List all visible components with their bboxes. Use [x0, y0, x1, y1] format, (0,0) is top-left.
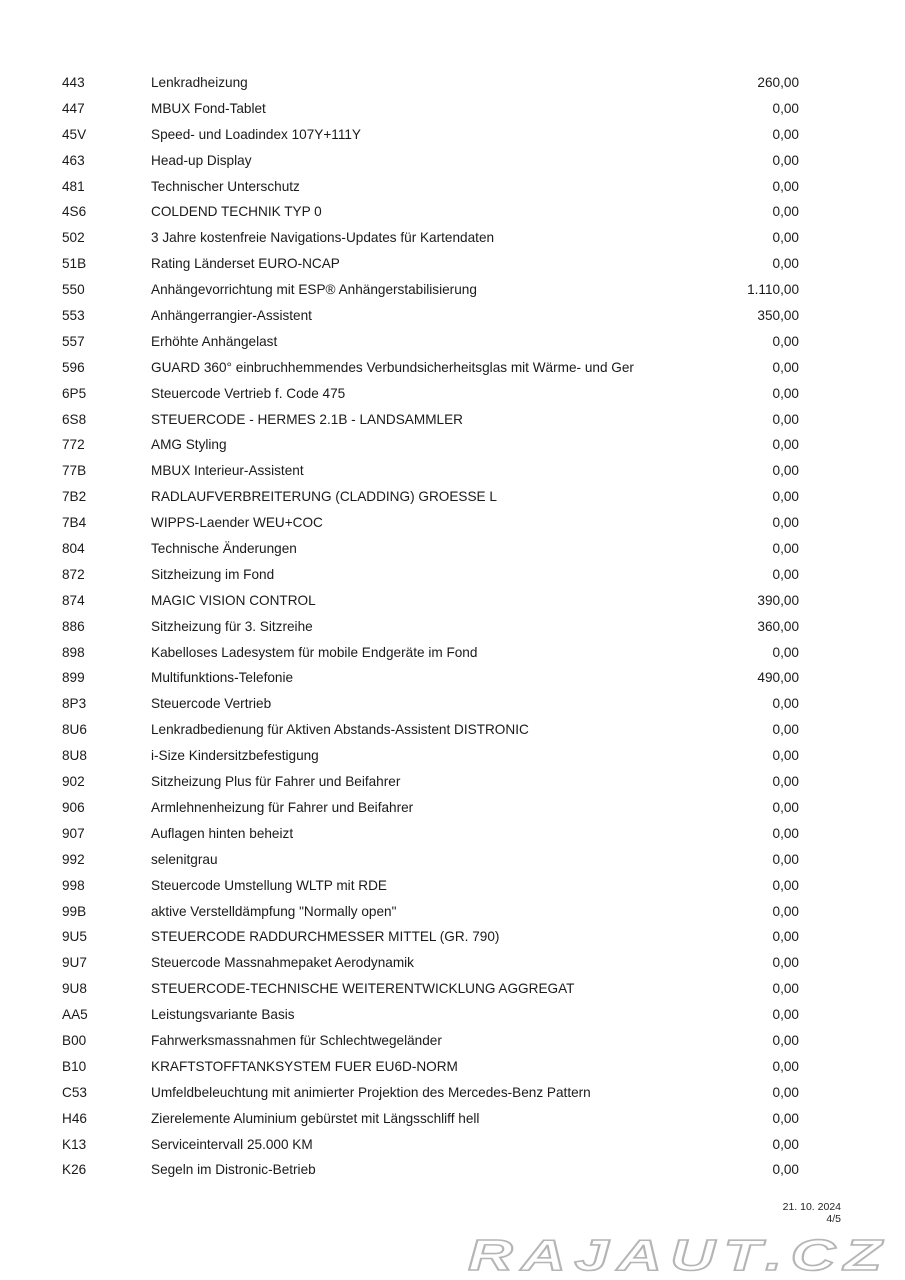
- option-description: Sitzheizung für 3. Sitzreihe: [151, 618, 313, 634]
- option-code: 992: [62, 851, 85, 867]
- watermark-logo: [464, 1232, 894, 1276]
- option-description: Rating Länderset EURO-NCAP: [151, 256, 340, 272]
- option-code: 886: [62, 618, 85, 634]
- option-price: 260,00: [757, 75, 799, 90]
- option-code: 872: [62, 566, 85, 582]
- option-description: Umfeldbeleuchtung mit animierter Projektion des Mercedes-Benz Pattern: [151, 1084, 591, 1100]
- option-description: aktive Verstelldämpfung "Normally open": [151, 903, 397, 919]
- option-code: 874: [62, 592, 85, 608]
- option-price: 390,00: [757, 592, 799, 608]
- option-description: Auflagen hinten beheizt: [151, 825, 294, 841]
- table-row: [0, 743, 905, 769]
- option-code: 8U8: [62, 748, 87, 764]
- option-code: 9U7: [62, 955, 87, 971]
- option-code: 447: [62, 100, 85, 116]
- option-description: i-Size Kindersitzbefestigung: [151, 748, 319, 764]
- table-row: [0, 1080, 905, 1106]
- table-row: [0, 769, 905, 795]
- table-row: [0, 640, 905, 666]
- option-price: 0,00: [772, 100, 799, 116]
- option-description: Leistungsvariante Basis: [151, 1007, 295, 1023]
- table-row: [0, 303, 905, 329]
- option-code: 443: [62, 75, 85, 90]
- table-row: [0, 381, 905, 407]
- option-description: MBUX Interieur-Assistent: [151, 463, 304, 479]
- options-table: [0, 70, 905, 1183]
- table-row: [0, 355, 905, 381]
- option-price: 0,00: [772, 1084, 799, 1100]
- option-price: 0,00: [772, 256, 799, 272]
- option-price: 0,00: [772, 774, 799, 790]
- option-description: Steuercode Massnahmepaket Aerodynamik: [151, 955, 414, 971]
- option-code: 553: [62, 308, 85, 324]
- table-row: [0, 614, 905, 640]
- option-code: 906: [62, 799, 85, 815]
- option-code: H46: [62, 1110, 87, 1126]
- option-description: RADLAUFVERBREITERUNG (CLADDING) GROESSE L: [151, 489, 497, 505]
- option-price: 0,00: [772, 515, 799, 531]
- option-code: 77B: [62, 463, 87, 479]
- option-description: 3 Jahre kostenfreie Navigations-Updates für Kartendaten: [151, 230, 495, 246]
- option-price: 0,00: [772, 178, 799, 194]
- option-description: Fahrwerksmassnahmen für Schlechtwegeländer: [151, 1032, 442, 1048]
- table-row: [0, 950, 905, 976]
- option-code: 772: [62, 437, 85, 453]
- option-price: 0,00: [772, 903, 799, 919]
- option-description: Segeln im Distronic-Betrieb: [151, 1162, 316, 1178]
- option-code: K13: [62, 1136, 87, 1152]
- option-description: Erhöhte Anhängelast: [151, 333, 278, 349]
- option-price: 0,00: [772, 1032, 799, 1048]
- option-description: Steuercode Vertrieb: [151, 696, 272, 712]
- option-description: Technischer Unterschutz: [151, 178, 300, 194]
- option-description: Lenkradheizung: [151, 75, 248, 90]
- option-code: 45V: [62, 126, 87, 142]
- option-price: 0,00: [772, 696, 799, 712]
- option-description: Zierelemente Aluminium gebürstet mit Längsschliff hell: [151, 1110, 480, 1126]
- option-price: 0,00: [772, 126, 799, 142]
- option-price: 0,00: [772, 799, 799, 815]
- watermark-text: RAJAUT.CZ: [468, 1232, 890, 1276]
- option-code: 8P3: [62, 696, 87, 712]
- option-price: 0,00: [772, 230, 799, 246]
- option-price: 0,00: [772, 463, 799, 479]
- option-code: 902: [62, 774, 85, 790]
- option-description: Multifunktions-Telefonie: [151, 670, 294, 686]
- option-price: 1.110,00: [747, 282, 799, 298]
- option-price: 0,00: [772, 825, 799, 841]
- option-description: Kabelloses Ladesystem für mobile Endgeräte im Fond: [151, 644, 478, 660]
- option-code: 6S8: [62, 411, 87, 427]
- table-row: [0, 432, 905, 458]
- table-row: [0, 277, 905, 303]
- table-row: [0, 70, 905, 96]
- option-price: 0,00: [772, 955, 799, 971]
- option-price: 350,00: [757, 308, 799, 324]
- option-code: 7B2: [62, 489, 87, 505]
- table-row: [0, 924, 905, 950]
- table-row: [0, 847, 905, 873]
- option-code: 7B4: [62, 515, 87, 531]
- option-code: 99B: [62, 903, 87, 919]
- option-code: 9U8: [62, 981, 87, 997]
- table-row: [0, 510, 905, 536]
- table-row: [0, 225, 905, 251]
- option-price: 0,00: [772, 566, 799, 582]
- option-description: Anhängerrangier-Assistent: [151, 308, 312, 324]
- option-description: AMG Styling: [151, 437, 227, 453]
- option-code: 998: [62, 877, 85, 893]
- option-price: 0,00: [772, 1162, 799, 1178]
- table-row: [0, 1157, 905, 1183]
- table-row: [0, 407, 905, 433]
- table-row: [0, 199, 905, 225]
- option-description: Speed- und Loadindex 107Y+111Y: [151, 126, 361, 142]
- option-price: 0,00: [772, 748, 799, 764]
- option-price: 0,00: [772, 1007, 799, 1023]
- option-code: 804: [62, 541, 85, 557]
- option-description: STEUERCODE-TECHNISCHE WEITERENTWICKLUNG AGGREGAT: [151, 981, 575, 997]
- option-code: 907: [62, 825, 85, 841]
- table-row: [0, 976, 905, 1002]
- option-description: STEUERCODE RADDURCHMESSER MITTEL (GR. 790): [151, 929, 500, 945]
- option-description: MAGIC VISION CONTROL: [151, 592, 316, 608]
- option-code: 6P5: [62, 385, 87, 401]
- option-price: 0,00: [772, 644, 799, 660]
- option-description: WIPPS-Laender WEU+COC: [151, 515, 323, 531]
- option-price: 0,00: [772, 359, 799, 375]
- option-description: MBUX Fond-Tablet: [151, 100, 266, 116]
- option-code: B00: [62, 1032, 87, 1048]
- option-price: 0,00: [772, 981, 799, 997]
- option-price: 0,00: [772, 385, 799, 401]
- table-row: [0, 1002, 905, 1028]
- option-description: KRAFTSTOFFTANKSYSTEM FUER EU6D-NORM: [151, 1058, 458, 1074]
- table-row: [0, 717, 905, 743]
- table-row: [0, 1028, 905, 1054]
- option-price: 0,00: [772, 437, 799, 453]
- table-row: [0, 1132, 905, 1158]
- option-description: selenitgrau: [151, 851, 218, 867]
- option-code: 550: [62, 282, 85, 298]
- option-code: 502: [62, 230, 85, 246]
- option-code: 51B: [62, 256, 87, 272]
- option-description: Head-up Display: [151, 152, 252, 168]
- option-price: 0,00: [772, 489, 799, 505]
- option-code: 899: [62, 670, 85, 686]
- option-code: 596: [62, 359, 85, 375]
- option-description: Technische Änderungen: [151, 541, 297, 557]
- option-description: Anhängevorrichtung mit ESP® Anhängerstabilisierung: [151, 282, 477, 298]
- table-row: [0, 821, 905, 847]
- option-price: 0,00: [772, 722, 799, 738]
- option-description: Armlehnenheizung für Fahrer und Beifahrer: [151, 799, 414, 815]
- option-description: COLDEND TECHNIK TYP 0: [151, 204, 322, 220]
- table-row: [0, 96, 905, 122]
- table-row: [0, 691, 905, 717]
- option-price: 0,00: [772, 204, 799, 220]
- option-description: Lenkradbedienung für Aktiven Abstands-Assistent DISTRONIC: [151, 722, 529, 738]
- table-row: [0, 1054, 905, 1080]
- option-description: Sitzheizung Plus für Fahrer und Beifahrer: [151, 774, 401, 790]
- table-row: [0, 665, 905, 691]
- table-row: [0, 873, 905, 899]
- option-description: Serviceintervall 25.000 KM: [151, 1136, 313, 1152]
- page-footer: [783, 1201, 841, 1225]
- option-price: 0,00: [772, 929, 799, 945]
- option-price: 0,00: [772, 1110, 799, 1126]
- footer-page-number: 4/5: [826, 1213, 841, 1225]
- table-row: [0, 795, 905, 821]
- option-price: 490,00: [757, 670, 799, 686]
- option-description: GUARD 360° einbruchhemmendes Verbundsicherheitsglas mit Wärme- und Ger: [151, 359, 634, 375]
- table-row: [0, 251, 905, 277]
- footer-date: 21. 10. 2024: [782, 1201, 841, 1213]
- option-price: 0,00: [772, 851, 799, 867]
- table-row: [0, 122, 905, 148]
- table-row: [0, 562, 905, 588]
- table-row: [0, 329, 905, 355]
- option-description: Steuercode Umstellung WLTP mit RDE: [151, 877, 387, 893]
- table-row: [0, 458, 905, 484]
- option-code: 9U5: [62, 929, 87, 945]
- option-price: 0,00: [772, 877, 799, 893]
- option-price: 0,00: [772, 152, 799, 168]
- table-row: [0, 899, 905, 925]
- table-row: [0, 174, 905, 200]
- table-row: [0, 1106, 905, 1132]
- option-description: Sitzheizung im Fond: [151, 566, 275, 582]
- option-price: 0,00: [772, 541, 799, 557]
- option-price: 0,00: [772, 333, 799, 349]
- table-row: [0, 536, 905, 562]
- option-code: 557: [62, 333, 85, 349]
- option-code: 4S6: [62, 204, 87, 220]
- table-row: [0, 148, 905, 174]
- option-description: STEUERCODE - HERMES 2.1B - LANDSAMMLER: [151, 411, 463, 427]
- option-code: 463: [62, 152, 85, 168]
- option-code: B10: [62, 1058, 87, 1074]
- option-code: 481: [62, 178, 85, 194]
- option-code: AA5: [62, 1007, 88, 1023]
- option-price: 0,00: [772, 411, 799, 427]
- table-row: [0, 588, 905, 614]
- option-code: C53: [62, 1084, 87, 1100]
- option-code: 8U6: [62, 722, 87, 738]
- option-description: Steuercode Vertrieb f. Code 475: [151, 385, 346, 401]
- option-price: 360,00: [757, 618, 799, 634]
- option-code: 898: [62, 644, 85, 660]
- option-code: K26: [62, 1162, 87, 1178]
- table-row: [0, 484, 905, 510]
- option-price: 0,00: [772, 1058, 799, 1074]
- option-price: 0,00: [772, 1136, 799, 1152]
